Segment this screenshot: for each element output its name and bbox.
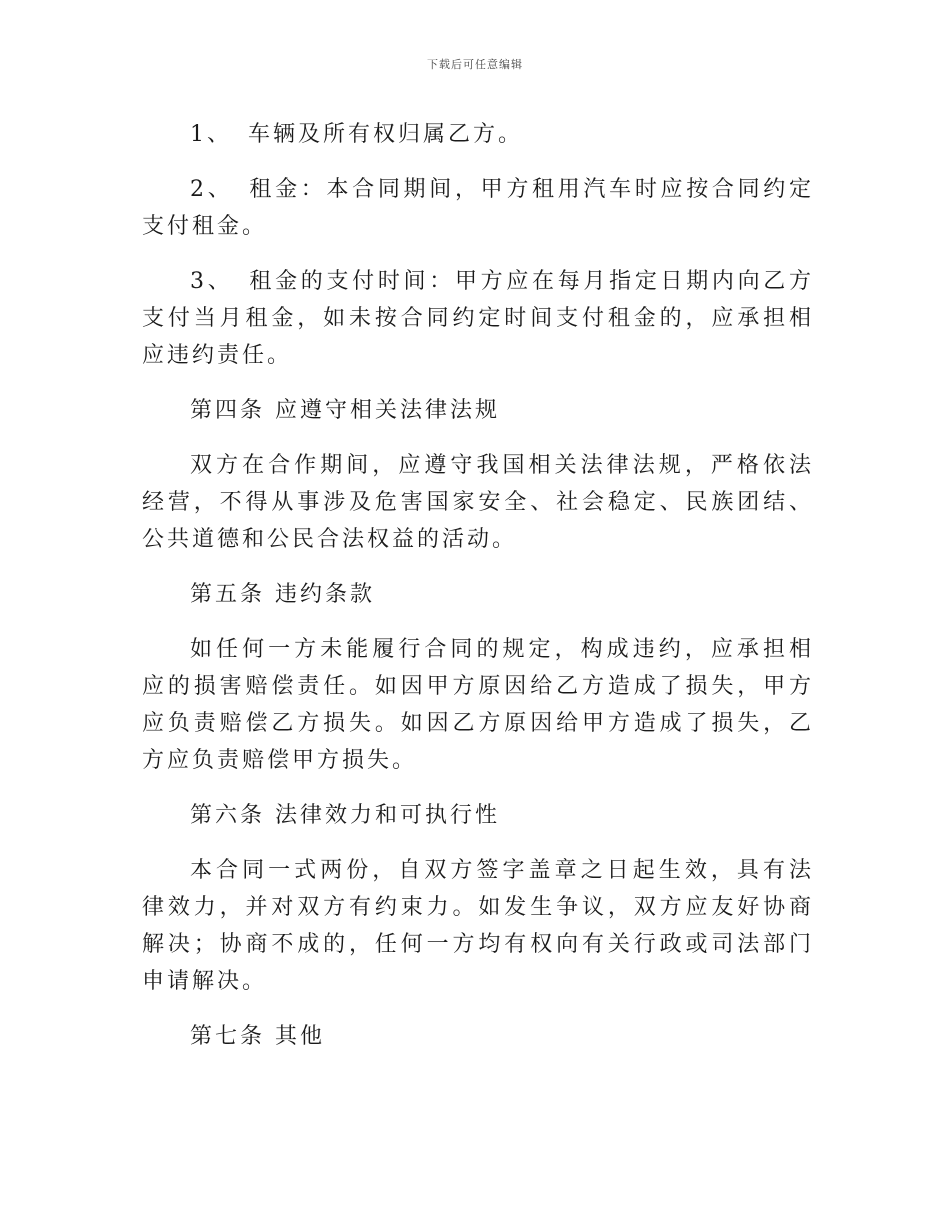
page-header: 下载后可任意编辑 — [427, 58, 523, 71]
article-4-heading — [142, 392, 814, 429]
document-body — [142, 116, 814, 1073]
clause-number: 3、 — [190, 269, 234, 294]
clause-text: 租金的支付时间：甲方应在每月指定日期内向乙方支付当月租金，如未按合同约定时间支付租金的，应承担相应违约责任。 — [142, 269, 814, 368]
clause-number: 1、 — [190, 122, 232, 147]
article-7-heading — [142, 1018, 814, 1055]
article-title: 法律效力和可执行性 — [275, 803, 501, 828]
article-6-heading — [142, 797, 814, 834]
article-title: 应遵守相关法律法规 — [275, 398, 501, 423]
article-label: 第五条 — [190, 582, 266, 607]
article-5-text: 如任何一方未能履行合同的规定，构成违约，应承担相应的损害赔偿责任。如因甲方原因给乙方造成了损失，甲方应负责赔偿乙方损失。如因乙方原因给甲方造成了损失，乙方应负责赔偿甲方损失。 — [142, 637, 814, 773]
clause-item-1 — [142, 116, 814, 153]
article-title: 其他 — [275, 1024, 326, 1049]
article-title: 违约条款 — [275, 582, 376, 607]
article-5-heading — [142, 576, 814, 613]
clause-item-2 — [142, 171, 814, 245]
clause-number: 2、 — [190, 177, 234, 202]
article-label: 第四条 — [190, 398, 266, 423]
clause-item-3 — [142, 263, 814, 374]
article-6-text: 本合同一式两份，自双方签字盖章之日起生效，具有法律效力，并对双方有约束力。如发生争议，双方应友好协商解决；协商不成的，任何一方均有权向有关行政或司法部门申请解决。 — [142, 858, 814, 994]
clause-text: 租金：本合同期间，甲方租用汽车时应按合同约定支付租金。 — [142, 177, 814, 239]
article-label: 第七条 — [190, 1024, 266, 1049]
article-4-text: 双方在合作期间，应遵守我国相关法律法规，严格依法经营，不得从事涉及危害国家安全、社会稳定、民族团结、公共道德和公民合法权益的活动。 — [142, 453, 814, 552]
clause-text: 车辆及所有权归属乙方。 — [248, 122, 524, 147]
article-label: 第六条 — [190, 803, 266, 828]
